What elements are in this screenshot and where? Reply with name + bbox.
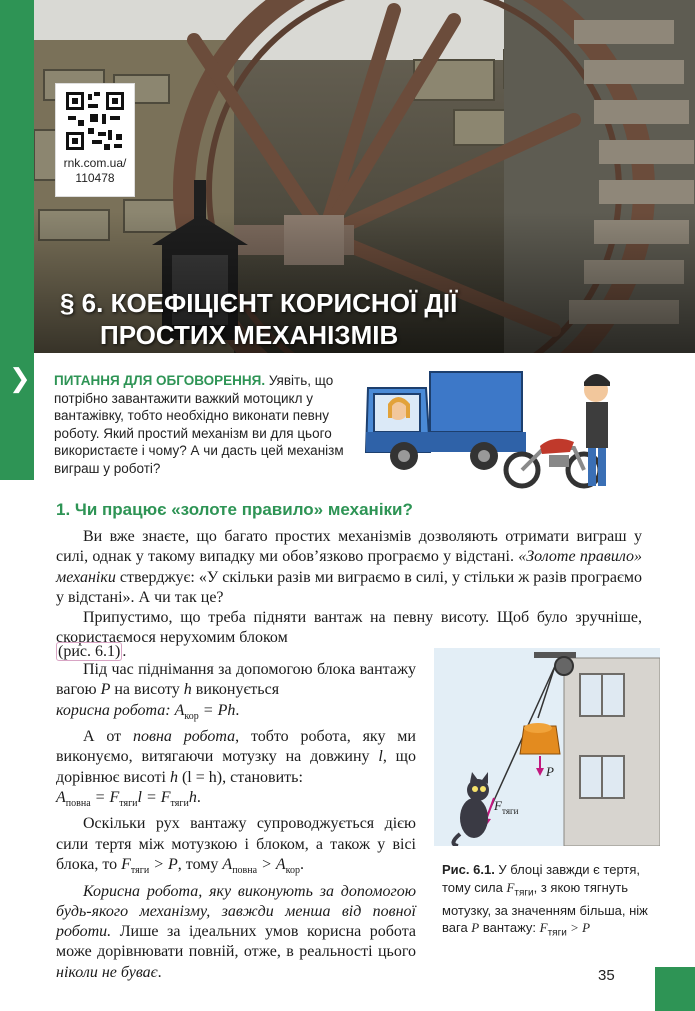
p4-var-A: A [56,788,66,806]
p1-text-a: Ви вже знаєте, що багато простих механізмів дозволяють отримати виграш у силі, однак у такому випадку ми обов’язково програємо у відстані. [56,528,642,566]
p5-gt: > A [257,856,286,874]
body-text-full [56,527,642,649]
caption-var-F2: F [539,920,548,936]
paragraph-5 [56,814,416,881]
discussion-block [54,372,360,478]
hero-image [34,0,695,353]
p3-emphasis: корисна робота: [56,701,171,719]
p3-text-b: на висоту [110,681,184,699]
p3-text-a: Під час піднімання за допомогою блока вантажу вагою [56,661,416,699]
discussion-text: Уявіть, що потрібно завантажити важкий мотоцикл у вантажівку, тобто необхідно виконати певну роботу. Який простий механізм ви для цього використаєте і чому? А чи дасть цей механізм виграш у роботі? [54,373,344,476]
p3-text-c: виконується [191,681,280,699]
p4-emphasis: повна робота [133,728,236,746]
p1-text-b: стверджує: «У скільки разів ми виграємо в силі, у стільки ж разів програємо у відстані». А чи так це? [56,568,642,606]
p4-eq1: = F [90,788,120,806]
paragraph-1 [56,527,642,608]
p4-var-h: h [169,768,178,786]
figure-ref-link[interactable]: (рис. 6.1) [58,643,121,660]
p3-var-A: A [174,701,185,719]
truck-motorcycle-illustration [364,360,644,495]
caption-end: > P [566,920,591,936]
chevron-right-icon: ❯ [9,364,31,394]
caption-text-c: вантажу: [479,920,540,936]
p4-paren: (l = h) [177,768,223,786]
label-F-sub: тяги [502,806,519,816]
caption-var-P: P [471,920,480,936]
p4-eq3: h [188,788,197,806]
p4-eq2: l = F [137,788,171,806]
p3-sub: кор [184,710,199,722]
discussion-lead: ПИТАННЯ ДЛЯ ОБГОВОРЕННЯ. [54,373,266,388]
title-line2: ПРОСТИХ МЕХАНІЗМІВ [100,320,399,350]
p3-formula: = Ph [198,701,236,719]
label-F: F [494,798,502,813]
label-P: P [546,764,554,779]
p6-text-a: Лише за ідеальних умов корисна робота може дорівнювати повній, отже, в реальності цього [56,923,416,961]
p5-sub1: тяги [130,865,150,877]
caption-sub2: тяги [547,927,567,939]
p5-sub2: повна [232,865,258,877]
p3-dot: . [235,701,240,719]
paragraph-4 [56,727,416,814]
p5-var-A: A [222,856,233,874]
caption-var-F: F [506,879,515,895]
p5-var-F: F [121,856,131,874]
caption-text-b: , з якою тягнуть мотузку, за значенням більша, ніж вага [442,879,648,936]
caption-label: Рис. 6.1. [442,862,495,877]
p5-text-a: Оскільки рух вантажу супроводжується дією сили тертя між мотузкою і блоком, а також у вісі блока, то [56,815,416,874]
p4-sub3: тяги [170,798,189,810]
p4-text-c: , що дорівнює висоті [56,748,416,786]
title-line1: § 6. КОЕФІЦІЄНТ КОРИСНОЇ ДІЇ [60,288,458,318]
p5-sub3: кор [285,865,300,877]
page-number: 35 [598,967,615,984]
p2-end: . [122,643,127,660]
p4-sub2: тяги [119,798,138,810]
section-heading: 1. Чи працює «золоте правило» механіки? [56,500,413,519]
qr-url-line2: 110478 [75,171,115,185]
p4-text-b: , тобто робота, яку ми виконуємо, витягаючи мотузку на довжину [56,728,416,766]
p5-gtP: > P [149,856,178,874]
p3-var-h: h [183,681,192,699]
caption-sub: тяги [514,887,534,899]
p4-text-d: , становить: [222,768,303,786]
p4-dot: . [196,788,201,806]
p1-emphasis: «Золоте правило» механіки [56,548,642,586]
qr-url-line1: rnk.com.ua/ [63,156,127,170]
p5-dot: . [300,856,304,874]
figure-caption [442,861,650,942]
p4-text-a: А от [83,728,134,746]
p6-emphasis2: ніколи не буває [56,963,158,981]
paragraph-3 [56,660,416,727]
p6-text-b: . [157,963,162,981]
p2-text: Припустимо, що треба підняти вантаж на певну висоту. Щоб було зручніше, скористаємося нерухомим блоком [56,609,642,647]
qr-code-card[interactable] [56,84,134,196]
page-title [60,287,480,351]
discussion-marker [0,358,34,480]
caption-text-a: У блоці завжди є тертя, тому сила [442,862,641,895]
page-corner-tab [655,967,695,1011]
p4-sub1: повна [65,798,91,810]
qr-code-icon [64,90,126,152]
figure-6-1 [434,648,660,846]
p3-var-P: P [100,681,111,699]
p6-emphasis: Корисна робота, яку виконують за допомогою будь-якого механізму, завжди менша від повної роботи. [56,882,416,941]
body-text-narrow [56,660,416,983]
p5-text-b: , тому [177,856,223,874]
paragraph-6 [56,882,416,983]
p4-var-l: l [378,748,383,766]
